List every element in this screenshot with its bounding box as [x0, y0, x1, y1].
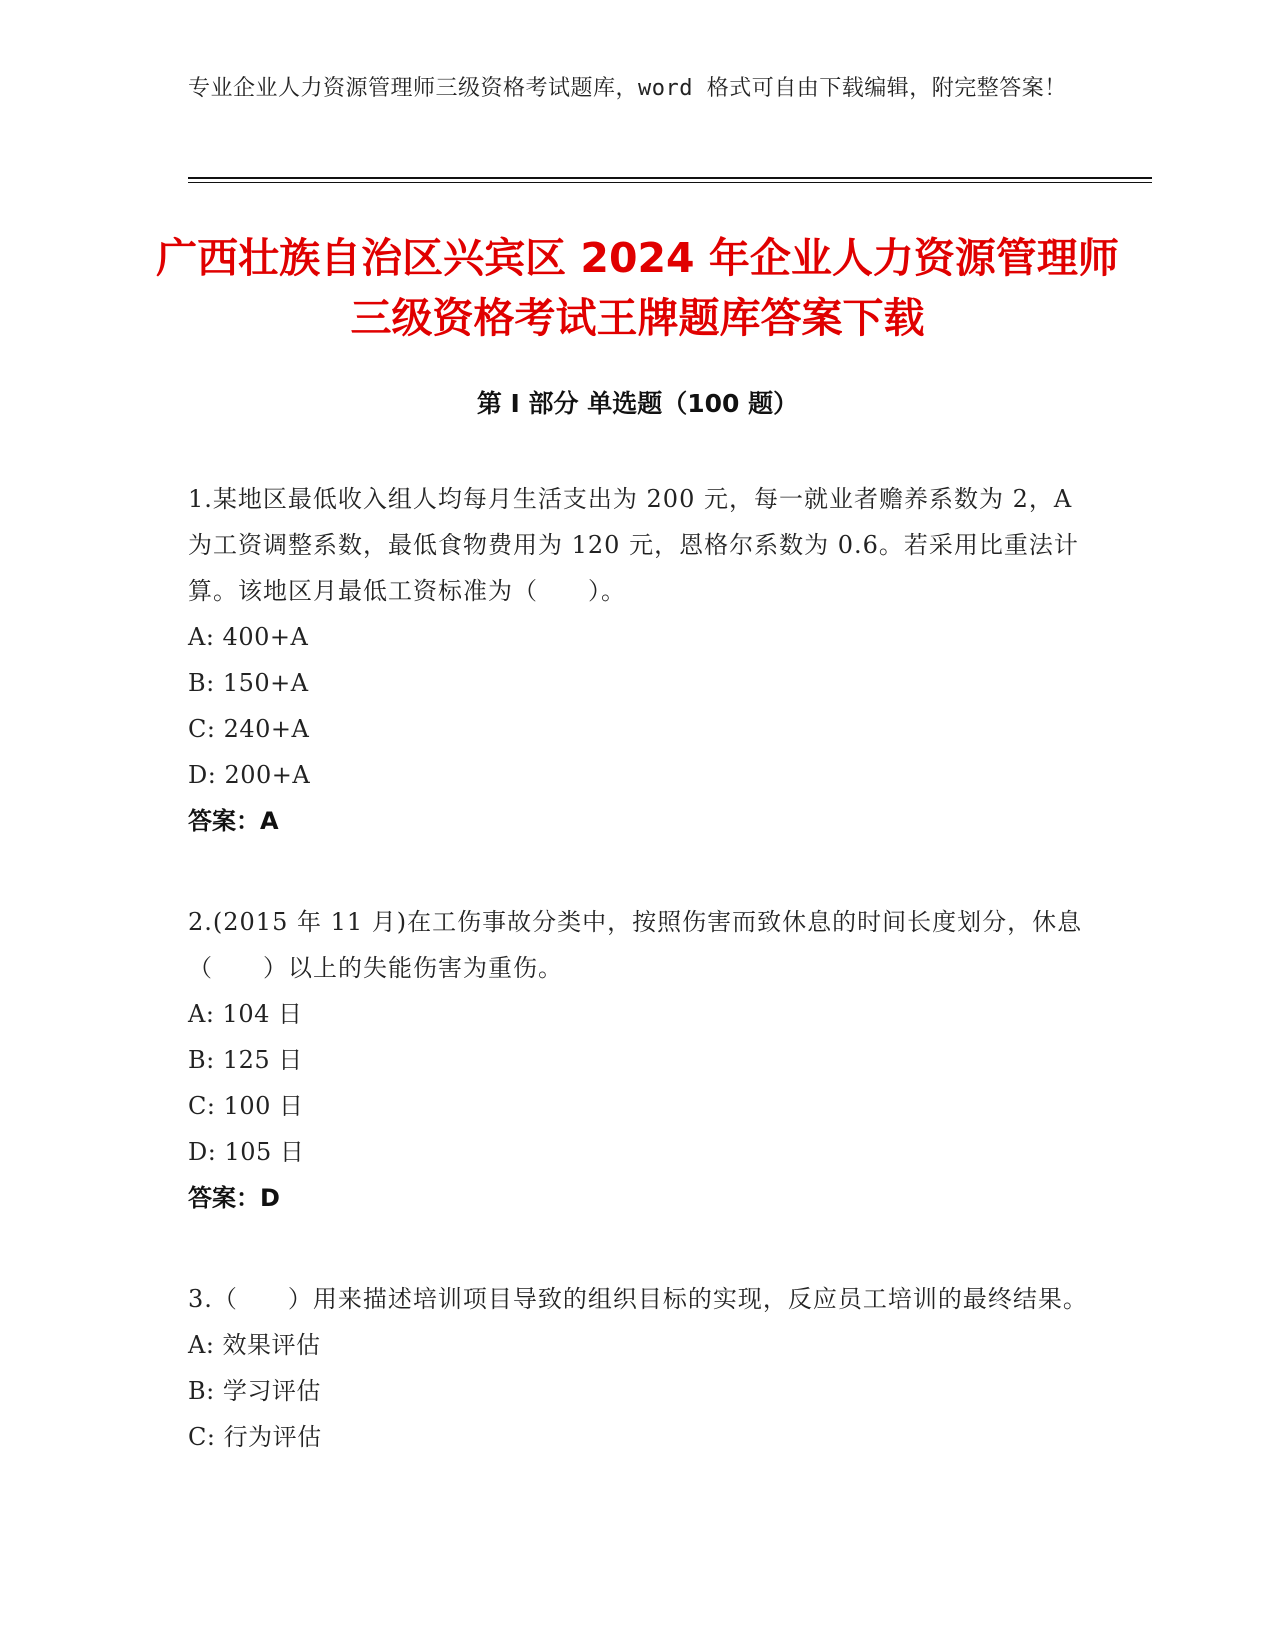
header-note: 专业企业人力资源管理师三级资格考试题库，word 格式可自由下载编辑，附完整答案！ [188, 76, 1067, 101]
question-2 [188, 899, 1088, 1221]
section-heading: 第 I 部分 单选题（100 题） [476, 389, 799, 418]
option-d: D: 105 日 [188, 1138, 305, 1166]
answer: 答案：D [188, 1184, 280, 1212]
question-text: 3.（ ）用来描述培训项目导致的组织目标的实现，反应员工培训的最终结果。 [188, 1285, 1088, 1313]
option-b: B: 150+A [188, 669, 309, 697]
header-divider-thick [188, 177, 1152, 179]
option-d: D: 200+A [188, 761, 311, 789]
option-b: B: 学习评估 [188, 1377, 321, 1405]
document-title: 广西壮族自治区兴宾区 2024 年企业人力资源管理师三级资格考试王牌题库答案下载 [156, 234, 1119, 342]
question-text: 2.(2015 年 11 月)在工伤事故分类中，按照伤害而致休息的时间长度划分，休息（ ）以上的失能伤害为重伤。 [188, 908, 1083, 982]
question-1 [188, 476, 1088, 844]
option-c: C: 100 日 [188, 1092, 304, 1120]
option-a: A: 400+A [188, 623, 309, 651]
option-c: C: 240+A [188, 715, 310, 743]
question-text: 1.某地区最低收入组人均每月生活支出为 200 元，每一就业者赡养系数为 2，A 为工资调整系数，最低食物费用为 120 元，恩格尔系数为 0.6。若采用比重法计算。该地区月最低工资标准为（ ）。 [188, 485, 1079, 605]
option-a: A: 效果评估 [188, 1331, 321, 1359]
header-divider-thin [188, 182, 1152, 183]
answer: 答案：A [188, 807, 279, 835]
question-list [188, 476, 1088, 1515]
option-a: A: 104 日 [188, 1000, 303, 1028]
option-c: C: 行为评估 [188, 1423, 322, 1451]
option-b: B: 125 日 [188, 1046, 303, 1074]
question-3 [188, 1276, 1088, 1460]
